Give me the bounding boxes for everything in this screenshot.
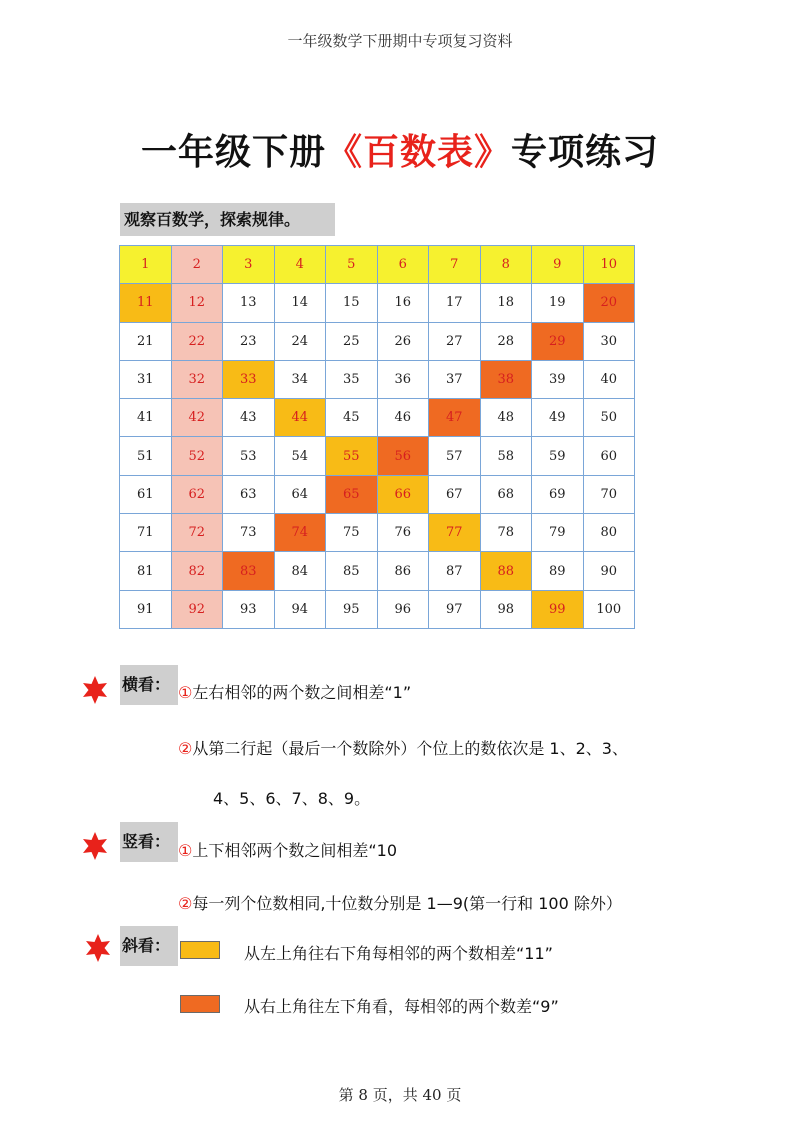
grid-cell: 55: [326, 437, 378, 475]
grid-cell: 86: [377, 552, 429, 590]
grid-cell: 34: [274, 360, 326, 398]
vertical-tag: 竖看：: [120, 822, 178, 862]
grid-row: [120, 552, 635, 590]
title-prefix: 一年级下册: [140, 132, 326, 173]
grid-row: [120, 322, 635, 360]
grid-cell: 14: [274, 284, 326, 322]
grid-cell: 78: [480, 514, 532, 552]
grid-cell: 81: [120, 552, 172, 590]
diagonal-line-2: 从右上角往左下角看，每相邻的两个数差“9”: [244, 997, 559, 1016]
grid-cell: 9: [532, 246, 584, 284]
grid-cell: 33: [223, 360, 275, 398]
grid-cell: 69: [532, 475, 584, 513]
grid-row: [120, 360, 635, 398]
grid-cell: 41: [120, 399, 172, 437]
grid-cell: 89: [532, 552, 584, 590]
grid-cell: 25: [326, 322, 378, 360]
grid-cell: 18: [480, 284, 532, 322]
grid-cell: 95: [326, 590, 378, 628]
grid-cell: 47: [429, 399, 481, 437]
instruction-label: 观察百数学，探索规律。: [120, 203, 335, 236]
grid-cell: 19: [532, 284, 584, 322]
grid-cell: 53: [223, 437, 275, 475]
grid-cell: 46: [377, 399, 429, 437]
horizontal-line-2: [178, 736, 628, 759]
grid-cell: 38: [480, 360, 532, 398]
yellow-legend-swatch: [180, 941, 220, 959]
grid-cell: 75: [326, 514, 378, 552]
grid-row: [120, 590, 635, 628]
vertical-line-1-text: 上下相邻两个数之间相差“10: [192, 841, 397, 860]
grid-cell: 79: [532, 514, 584, 552]
grid-row: [120, 399, 635, 437]
grid-cell: 39: [532, 360, 584, 398]
grid-cell: 82: [171, 552, 223, 590]
grid-cell: 48: [480, 399, 532, 437]
grid-cell: 87: [429, 552, 481, 590]
grid-cell: 20: [583, 284, 635, 322]
page-header: 一年级数学下册期中专项复习资料: [287, 32, 513, 50]
grid-cell: 97: [429, 590, 481, 628]
grid-cell: 31: [120, 360, 172, 398]
grid-cell: 4: [274, 246, 326, 284]
grid-cell: 73: [223, 514, 275, 552]
grid-cell: 15: [326, 284, 378, 322]
grid-cell: 44: [274, 399, 326, 437]
grid-cell: 80: [583, 514, 635, 552]
grid-cell: 12: [171, 284, 223, 322]
grid-row: [120, 246, 635, 284]
grid-cell: 61: [120, 475, 172, 513]
grid-cell: 98: [480, 590, 532, 628]
horizontal-line-2-text: 从第二行起（最后一个数除外）个位上的数依次是 1、2、3、: [192, 739, 628, 758]
grid-cell: 29: [532, 322, 584, 360]
orange-legend-swatch: [180, 995, 220, 1013]
grid-cell: 90: [583, 552, 635, 590]
grid-cell: 40: [583, 360, 635, 398]
grid-cell: 91: [120, 590, 172, 628]
grid-cell: 35: [326, 360, 378, 398]
grid-row: [120, 475, 635, 513]
grid-cell: 99: [532, 590, 584, 628]
grid-cell: 28: [480, 322, 532, 360]
grid-cell: 100: [583, 590, 635, 628]
grid-cell: 7: [429, 246, 481, 284]
grid-cell: 45: [326, 399, 378, 437]
grid-cell: 74: [274, 514, 326, 552]
grid-cell: 85: [326, 552, 378, 590]
grid-cell: 10: [583, 246, 635, 284]
grid-cell: 96: [377, 590, 429, 628]
grid-cell: 68: [480, 475, 532, 513]
grid-cell: 30: [583, 322, 635, 360]
star-icon: [81, 832, 109, 860]
grid-cell: 64: [274, 475, 326, 513]
grid-cell: 5: [326, 246, 378, 284]
star-icon: [84, 934, 112, 962]
grid-cell: 56: [377, 437, 429, 475]
horizontal-line-3: 4、5、6、7、8、9。: [213, 789, 371, 808]
grid-cell: 36: [377, 360, 429, 398]
grid-cell: 93: [223, 590, 275, 628]
diagonal-tag: 斜看：: [120, 926, 178, 966]
grid-cell: 1: [120, 246, 172, 284]
grid-cell: 71: [120, 514, 172, 552]
hundred-chart: [119, 245, 635, 629]
horizontal-tag: 横看：: [120, 665, 178, 705]
page-footer: 第 8 页，共 40 页: [338, 1086, 462, 1104]
grid-cell: 16: [377, 284, 429, 322]
grid-cell: 60: [583, 437, 635, 475]
grid-cell: 83: [223, 552, 275, 590]
grid-cell: 65: [326, 475, 378, 513]
diagonal-line-1: 从左上角往右下角每相邻的两个数相差“11”: [244, 944, 553, 963]
star-icon: [81, 676, 109, 704]
grid-row: [120, 284, 635, 322]
grid-cell: 17: [429, 284, 481, 322]
grid-cell: 52: [171, 437, 223, 475]
grid-cell: 58: [480, 437, 532, 475]
grid-cell: 43: [223, 399, 275, 437]
grid-cell: 26: [377, 322, 429, 360]
horizontal-line-1: [178, 680, 411, 703]
grid-cell: 6: [377, 246, 429, 284]
grid-cell: 21: [120, 322, 172, 360]
horizontal-line-1-text: 左右相邻的两个数之间相差“1”: [192, 683, 412, 702]
grid-cell: 84: [274, 552, 326, 590]
circled-one: ①: [178, 683, 193, 702]
grid-cell: 42: [171, 399, 223, 437]
grid-cell: 94: [274, 590, 326, 628]
grid-cell: 11: [120, 284, 172, 322]
grid-cell: 37: [429, 360, 481, 398]
grid-cell: 77: [429, 514, 481, 552]
grid-cell: 63: [223, 475, 275, 513]
grid-cell: 76: [377, 514, 429, 552]
circled-two: ②: [178, 739, 193, 758]
vertical-line-1: [178, 838, 397, 861]
grid-cell: 22: [171, 322, 223, 360]
grid-cell: 49: [532, 399, 584, 437]
grid-cell: 57: [429, 437, 481, 475]
circled-two: ②: [178, 894, 193, 913]
title-accent: 《百数表》: [325, 132, 511, 173]
grid-cell: 54: [274, 437, 326, 475]
grid-cell: 67: [429, 475, 481, 513]
grid-cell: 3: [223, 246, 275, 284]
grid-cell: 8: [480, 246, 532, 284]
title-suffix: 专项练习: [511, 132, 660, 173]
grid-row: [120, 437, 635, 475]
grid-cell: 59: [532, 437, 584, 475]
grid-cell: 13: [223, 284, 275, 322]
vertical-line-2: [178, 891, 622, 914]
grid-cell: 62: [171, 475, 223, 513]
grid-cell: 2: [171, 246, 223, 284]
grid-cell: 23: [223, 322, 275, 360]
grid-cell: 51: [120, 437, 172, 475]
grid-cell: 32: [171, 360, 223, 398]
grid-cell: 50: [583, 399, 635, 437]
circled-one: ①: [178, 841, 193, 860]
grid-cell: 72: [171, 514, 223, 552]
page-title: [0, 124, 800, 175]
grid-cell: 92: [171, 590, 223, 628]
grid-cell: 24: [274, 322, 326, 360]
grid-cell: 66: [377, 475, 429, 513]
grid-cell: 27: [429, 322, 481, 360]
grid-cell: 70: [583, 475, 635, 513]
vertical-line-2-text: 每一列个位数相同,十位数分别是 1—9(第一行和 100 除外）: [192, 894, 622, 913]
grid-row: [120, 514, 635, 552]
grid-cell: 88: [480, 552, 532, 590]
